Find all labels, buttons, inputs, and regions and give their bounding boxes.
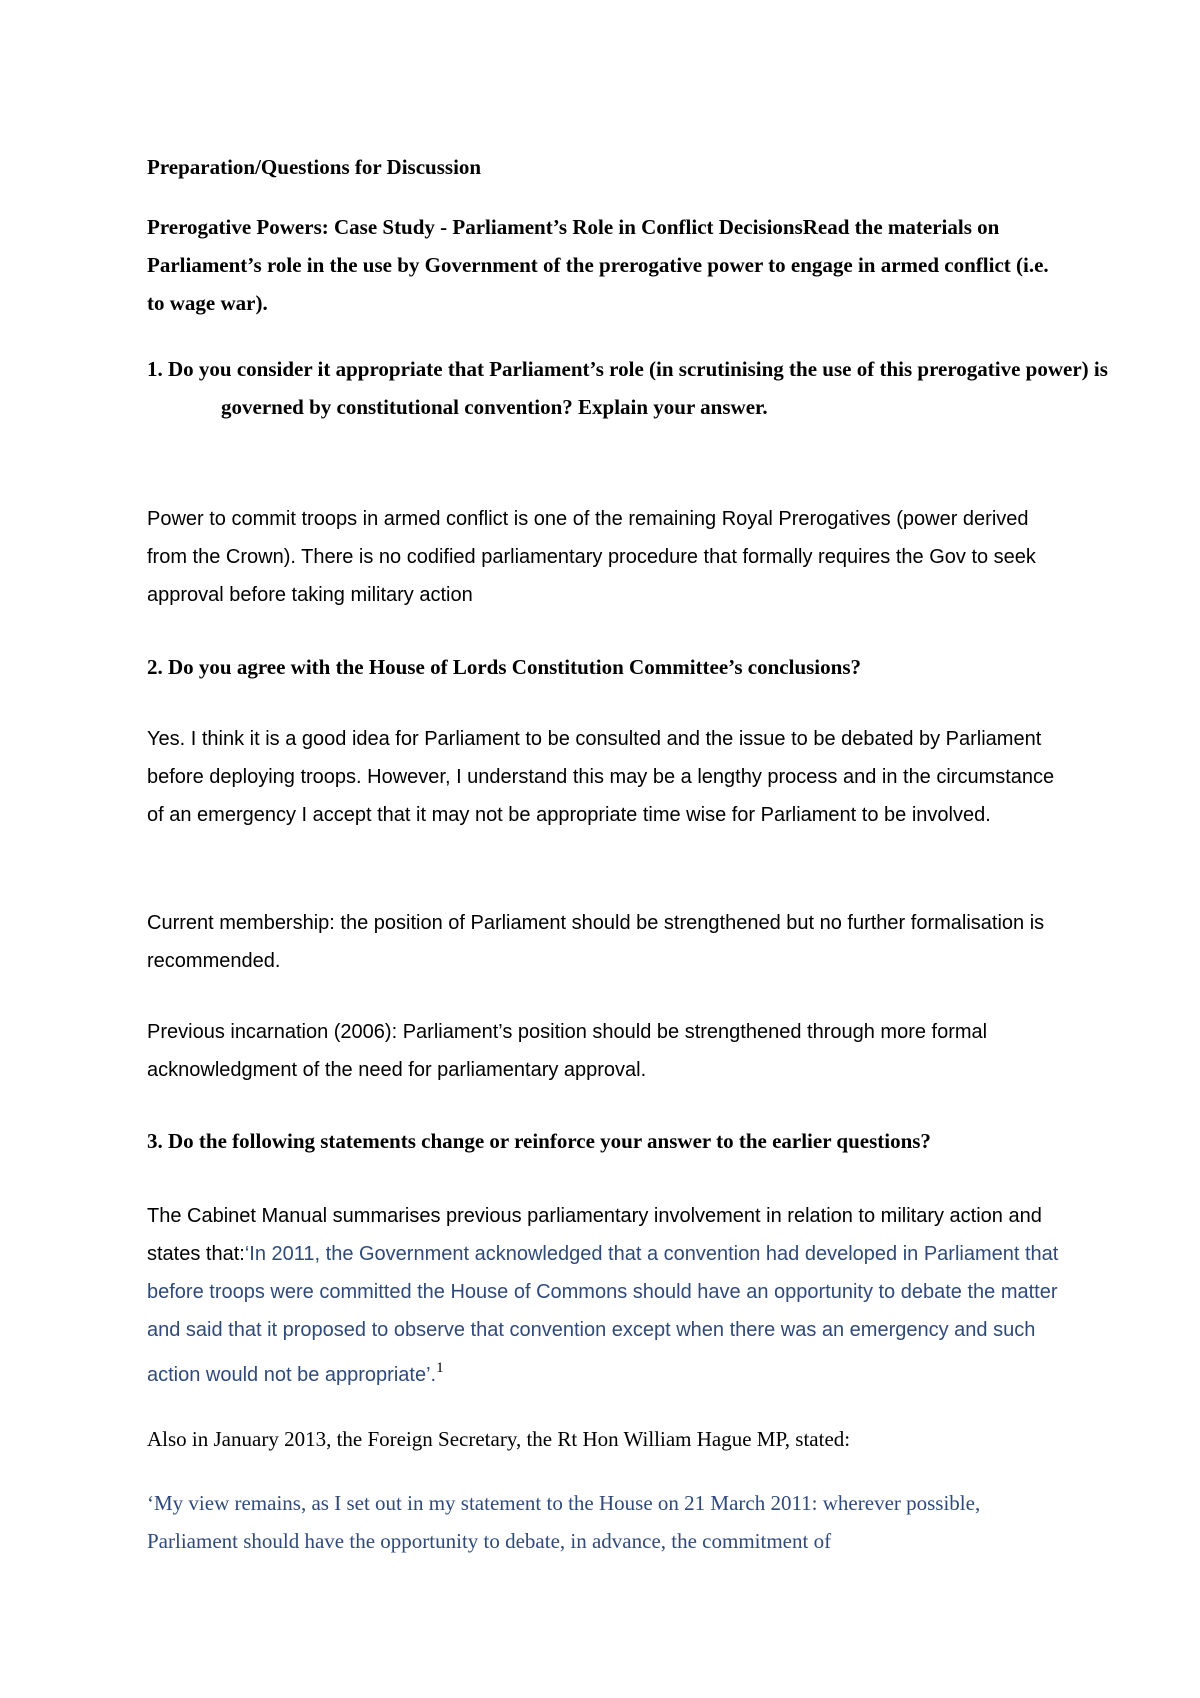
question-1-text: Do you consider it appropriate that Parliament’s role (in scrutinising the use of this prerogative power) is governed by constitutional convention? Explain your answer. (168, 357, 1108, 419)
question-1 (147, 350, 1141, 426)
answer-2-paragraph-1: Yes. I think it is a good idea for Parliament to be consulted and the issue to be debated by Parliament before deploying troops. However, I understand this may be a lengthy process and in the circumstance of an emergency I accept that it may not be appropriate time wise for Parliament to be involved. (147, 728, 1055, 826)
document-heading: Preparation/Questions for Discussion (147, 155, 482, 179)
question-3-number: 3. (147, 1129, 163, 1153)
footnote-marker: 1 (436, 1360, 444, 1376)
question-1-number: 1. (147, 357, 163, 381)
answer-3-intro: The Cabinet Manual summarises previous parliamentary involvement in relation to military action and states that: (147, 1205, 1042, 1265)
question-3-text: Do the following statements change or reinforce your answer to the earlier questions? (168, 1129, 931, 1153)
question-2 (147, 648, 1067, 686)
answer-3-paragraph-2: Also in January 2013, the Foreign Secretary, the Rt Hon William Hague MP, stated: (147, 1427, 851, 1451)
question-2-text: Do you agree with the House of Lords Constitution Committee’s conclusions? (168, 655, 861, 679)
question-3 (147, 1122, 1067, 1160)
hague-quote: ‘My view remains, as I set out in my statement to the House on 21 March 2011: wherever possible, Parliament should have the opportunity to debate, in advance, the commitment of (147, 1491, 981, 1553)
cabinet-manual-quote: ‘In 2011, the Government acknowledged that a convention had developed in Parliament that before troops were committed the House of Commons should have an opportunity to debate the matter and said that it proposed to observe that convention except when there was an emergency and such action would not be appropriate’. (147, 1243, 1059, 1386)
answer-1: Power to commit troops in armed conflict is one of the remaining Royal Prerogatives (power derived from the Crown). There is no codified parliamentary procedure that formally requires the Gov to seek approval before taking military action (147, 508, 1036, 606)
answer-2-paragraph-2: Current membership: the position of Parliament should be strengthened but no further formalisation is recommended. (147, 912, 1045, 972)
case-study-intro: Prerogative Powers: Case Study - Parliament’s Role in Conflict DecisionsRead the materials on Parliament’s role in the use by Government of the prerogative power to engage in armed conflict (i.e. to wage war). (147, 215, 1049, 315)
answer-3-paragraph-1 (147, 1197, 1067, 1394)
question-2-number: 2. (147, 655, 163, 679)
answer-2-paragraph-3: Previous incarnation (2006): Parliament’s position should be strengthened through more formal acknowledgment of the need for parliamentary approval. (147, 1021, 988, 1081)
